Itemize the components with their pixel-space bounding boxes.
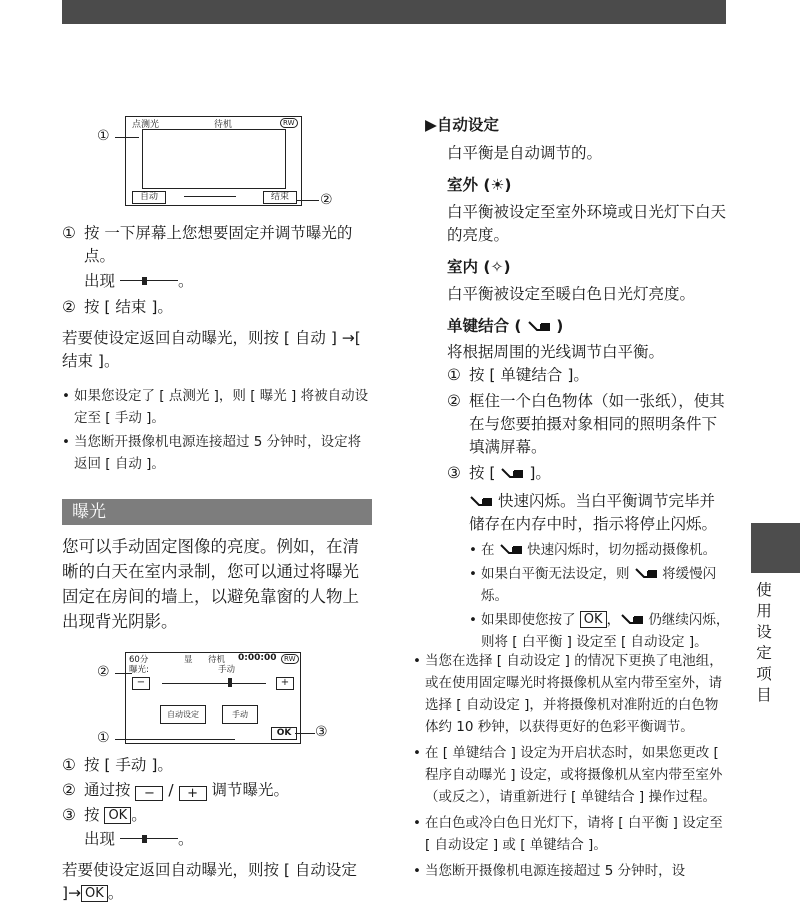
- fig2-exposure-label: 曝光:: [129, 665, 149, 675]
- onepush-close: ): [556, 317, 564, 335]
- lcd-screen-2: [125, 652, 301, 744]
- fig2-callout-1: ①: [97, 730, 110, 746]
- fig1-rw-badge: RW: [280, 118, 298, 128]
- right-column: [425, 114, 730, 653]
- spot-meter-figure: [97, 116, 333, 211]
- fig2-slider-thumb[interactable]: [228, 678, 232, 687]
- bullet-icon: •: [413, 653, 421, 669]
- exp-step-3: [62, 804, 374, 827]
- fig2-auto-set-button[interactable]: 自动设定: [160, 705, 206, 724]
- left-note-1-text: 如果您设定了 [ 点测光 ]，则 [ 曝光 ] 将被自动设定至 [ 手动 ]。: [74, 388, 369, 426]
- right-note-4-text: 当您断开摄像机电源连接超过 5 分钟时，设: [425, 863, 686, 879]
- sub-notes: [447, 539, 730, 653]
- appear-label-2: 出现: [84, 830, 116, 848]
- appear-line-1: [62, 270, 374, 293]
- return-auto-text: 若要使设定返回自动曝光，则按 [ 自动 ] →[ 结束 ]。: [62, 329, 361, 370]
- fig1-callout-1: ①: [97, 128, 110, 144]
- bulb-icon: ✧: [490, 258, 504, 276]
- appear-end: 。: [177, 272, 194, 290]
- left-note-2-text: 当您断开摄像机电源连接超过 5 分钟时，设定将返回 [ 自动 ]。: [74, 434, 362, 472]
- step-1-num: ①: [62, 224, 76, 242]
- section-title-exposure: 曝光: [62, 499, 372, 525]
- bullet-icon: •: [62, 434, 70, 450]
- exp-step-1: [62, 754, 374, 777]
- header-bar: [62, 0, 726, 24]
- fig1-callout-2-line: [297, 200, 319, 201]
- lcd-screen-1: [125, 116, 302, 206]
- return-auto-text-2: [62, 859, 374, 905]
- op-step-2: [447, 390, 730, 459]
- fig2-standby: 待机: [208, 655, 226, 665]
- bullet-icon: •: [62, 388, 70, 404]
- fig2-manual-label: 手动: [218, 665, 236, 675]
- exp-step-3-pre: 按: [84, 806, 100, 824]
- minus-button-icon: −: [135, 786, 163, 801]
- outdoor-close: ): [504, 176, 512, 194]
- fig2-callout-1-line: [115, 739, 235, 740]
- op-step-3-pre: 按 [: [469, 464, 496, 482]
- exp-step-3-post: 。: [131, 806, 147, 824]
- one-push-wb-icon: [620, 613, 644, 625]
- return2-pre: 若要使设定返回自动曝光，则按 [ 自动设定 ]→: [62, 861, 357, 902]
- bullet-icon: •: [413, 863, 421, 879]
- outdoor-desc: 白平衡被设定至室外环境或日光灯下白天的亮度。: [447, 203, 727, 244]
- step-2-text: 按 [ 结束 ]。: [84, 298, 173, 316]
- right-notes: [413, 650, 728, 882]
- chapter-vertical-title: 使用设定项目: [756, 581, 772, 704]
- one-push-wb-icon: [500, 467, 524, 479]
- onepush-steps: [425, 364, 730, 653]
- fig1-label-standby: 待机: [214, 120, 233, 130]
- op-step-1-num: ①: [447, 366, 461, 384]
- step-2: [62, 296, 374, 319]
- one-push-wb-icon: [527, 320, 551, 332]
- sun-icon: ☀: [490, 176, 505, 194]
- exposure-paragraph: 您可以手动固定图像的亮度。例如，在清晰的白天在室内录制，您可以通过将曝光固定在房间的墙上，以避免靠窗的人物上出现背光阴影。: [62, 537, 359, 631]
- sub-note-2: [469, 563, 730, 607]
- indoor-desc: 白平衡被设定至暖白色日光灯亮度。: [447, 285, 696, 303]
- fig2-rw-badge: RW: [281, 654, 299, 664]
- sub-note-2-post: 将缓慢闪烁。: [481, 566, 717, 604]
- bullet-icon: •: [413, 815, 421, 831]
- fig2-manual-button[interactable]: 手动: [222, 705, 258, 724]
- op-step-3-num: ③: [447, 464, 461, 482]
- indoor-close: ): [503, 258, 511, 276]
- op-step-3-post: ]。: [529, 464, 551, 482]
- op-step-2-text: 框住一个白色物体（如一张纸），使其在与您要拍摄对象相同的照明条件下填满屏幕。: [469, 392, 725, 456]
- sub-note-1-pre: 在: [481, 542, 495, 558]
- exp-step-3-num: ③: [62, 806, 76, 824]
- sub-note-3-text: [481, 609, 730, 653]
- right-note-3-text: 在白色或冷白色日光灯下，请将 [ 白平衡 ] 设定至 [ 自动设定 ] 或 [ 单键结合 ]。: [425, 815, 723, 853]
- left-note-2: [62, 431, 374, 475]
- exp-step-3-line: [84, 804, 374, 827]
- appear-end-2: 。: [177, 830, 194, 848]
- bullet-icon: •: [469, 542, 477, 558]
- left-steps-2: [62, 754, 374, 905]
- left-note-1: [62, 385, 374, 429]
- sub-note-3-pre: 如果即使您按了: [481, 612, 576, 628]
- left-notes: [62, 385, 374, 475]
- op-step-3: [447, 462, 730, 485]
- sub-note-1-text: [481, 539, 730, 561]
- step-1: [62, 222, 374, 268]
- fig1-frame: [142, 129, 286, 189]
- fig1-auto-button[interactable]: 自动: [132, 191, 166, 204]
- auto-set-desc: 白平衡是自动调节的。: [447, 144, 603, 162]
- exp-step-2: [62, 779, 374, 802]
- indoor-heading: [425, 256, 730, 279]
- fig2-callout-2: ②: [97, 664, 110, 680]
- ok-button-icon: OK: [81, 885, 108, 902]
- fig2-plus-button[interactable]: +: [276, 677, 294, 690]
- sub-note-3-post: 仍继续闪烁，则将 [ 白平衡 ] 设定至 [ 自动设定 ]。: [481, 612, 730, 650]
- fig2-callout-3-line: [295, 733, 315, 734]
- outdoor-heading: [425, 174, 730, 197]
- ok-button-icon: OK: [580, 611, 607, 628]
- op-step-1: [447, 364, 730, 387]
- bullet-icon: •: [469, 612, 477, 628]
- spot-indicator-icon: [120, 277, 178, 285]
- right-note-4: [413, 860, 728, 882]
- fig2-mode: 显: [184, 655, 193, 665]
- bullet-icon: •: [413, 745, 421, 761]
- right-note-2: [413, 742, 728, 808]
- fig1-end-button[interactable]: 结束: [263, 191, 297, 204]
- fig1-label-spot: 点测光: [132, 120, 160, 130]
- fig2-minus-button[interactable]: −: [132, 677, 150, 690]
- right-note-1-text: 当您在选择 [ 自动设定 ] 的情况下更换了电池组，或在使用固定曝光时将摄像机从室内带至室外，请选择 [ 自动设定 ]，并将摄像机对准附近的白色物体约 10 秒钟，以获得更好的色彩平衡调节。: [425, 653, 723, 735]
- flash-desc: [447, 490, 730, 536]
- one-push-wb-icon: [469, 495, 493, 507]
- chapter-tab: [751, 523, 800, 573]
- right-note-1: [413, 650, 728, 738]
- left-steps-1: [62, 222, 374, 373]
- slash: /: [168, 781, 174, 799]
- exp-step-2-num: ②: [62, 781, 76, 799]
- fig2-timecode: 0:00:00: [238, 653, 277, 663]
- op-step-2-num: ②: [447, 392, 461, 410]
- one-push-wb-icon: [634, 567, 658, 579]
- fig2-callout-3: ③: [315, 724, 328, 740]
- right-note-2-text: 在 [ 单键结合 ] 设定为开启状态时，如果您更改 [ 程序自动曝光 ] 设定，或将摄像机从室内带至室外（或反之），请重新进行 [ 单键结合 ] 操作过程。: [425, 745, 723, 805]
- fig2-battery: 60分: [129, 655, 149, 665]
- fig2-ok-button[interactable]: OK: [271, 727, 297, 740]
- appear-label: 出现: [84, 272, 116, 290]
- sub-note-1: [469, 539, 730, 561]
- sub-note-2-text: [481, 563, 730, 607]
- fig2-callout-2-line: [115, 673, 132, 674]
- exposure-figure: [97, 646, 333, 746]
- fig1-callout-1-line: [115, 137, 139, 138]
- sub-note-3-mid: ，: [606, 612, 621, 628]
- one-push-wb-icon: [499, 543, 523, 555]
- appear-line-2: [62, 828, 374, 851]
- outdoor-heading-text: 室外 (: [447, 176, 491, 194]
- exp-step-1-num: ①: [62, 756, 76, 774]
- fig1-indicator: [184, 196, 236, 197]
- op-step-3-line: [469, 462, 730, 485]
- plus-button-icon: +: [179, 786, 207, 801]
- onepush-heading-text: 单键结合 (: [447, 317, 522, 335]
- exp-step-2-post: 调节曝光。: [211, 781, 290, 799]
- ok-button-icon: OK: [104, 807, 131, 824]
- onepush-heading: [425, 315, 730, 338]
- onepush-desc: 将根据周围的光线调节白平衡。: [447, 343, 665, 361]
- sub-note-3: [469, 609, 730, 653]
- fig1-callout-2: ②: [320, 192, 333, 208]
- auto-set-heading: ▶自动设定: [425, 116, 499, 134]
- exp-step-2-line: [84, 779, 374, 802]
- step-2-num: ②: [62, 298, 76, 316]
- exposure-indicator-icon: [120, 835, 178, 843]
- flash-text: 快速闪烁。当白平衡调节完毕并储存在内存中时，指示将停止闪烁。: [469, 492, 718, 533]
- sub-note-2-pre: 如果白平衡无法设定，则: [481, 566, 630, 582]
- right-note-3: [413, 812, 728, 856]
- step-1-text: 按 一下屏幕上您想要固定并调节曝光的点。: [84, 224, 353, 265]
- exp-step-2-pre: 通过按: [84, 781, 131, 799]
- exp-step-1-text: 按 [ 手动 ]。: [84, 756, 173, 774]
- fig2-exposure-slider[interactable]: [162, 683, 266, 684]
- op-step-1-text: 按 [ 单键结合 ]。: [469, 366, 589, 384]
- return2-post: 。: [107, 884, 124, 902]
- bullet-icon: •: [469, 566, 477, 582]
- sub-note-1-post: 快速闪烁时，切勿摇动摄像机。: [527, 542, 717, 558]
- indoor-heading-text: 室内 (: [447, 258, 491, 276]
